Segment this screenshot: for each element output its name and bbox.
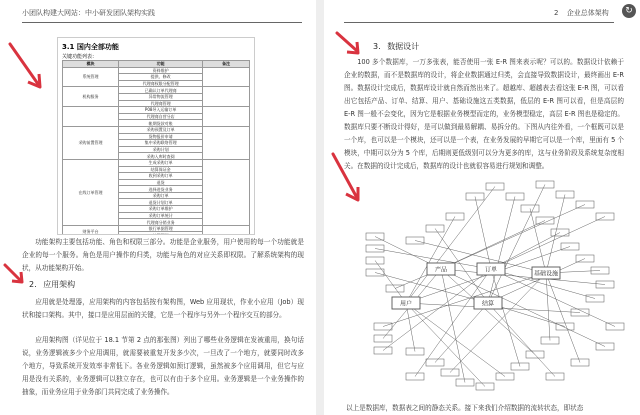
function-cell: 代理商自营分店: [119, 113, 203, 120]
screenshot-subtitle: 关键功能列表：: [62, 54, 98, 60]
function-cell: 退货: [119, 179, 203, 186]
note-cell: [203, 126, 250, 159]
function-cell: 采购入库时查阅: [119, 153, 203, 160]
function-cell: 退货计划订单: [119, 199, 203, 206]
section-title: 数据设计: [387, 42, 420, 51]
left-page: [0, 0, 316, 415]
diagram-label: 产品: [434, 266, 448, 274]
red-arrow-icon: [6, 40, 46, 92]
note-cell: [203, 87, 250, 107]
module-cell: 财务平台: [63, 225, 119, 235]
bottom-text: 以上是数据库，数据表之间的静态关系。接下来我们介绍数据的流转状态，即状态: [346, 404, 584, 412]
book-gutter: [316, 0, 324, 415]
table-header: 模块: [63, 61, 119, 68]
function-cell: 采购预置及订单: [119, 126, 203, 133]
header-rule: [22, 22, 302, 23]
diagram-connector: [435, 303, 488, 363]
note-cell: [203, 159, 250, 225]
paragraph: 应用就是处理器，应用架构的内容包括按有架构图，Web 应用现状，作业小应用（Job）现状和接口架构。其中，接口是应用层面的关键，它是一个程序与另外一个程序交互的部分。: [22, 298, 304, 319]
chapter-number: 2: [554, 9, 559, 17]
function-cell: 集中采购联络管理: [119, 140, 203, 147]
diagram-connector: [441, 269, 535, 355]
diagram-connector: [488, 197, 515, 304]
diagram-label: 结算: [481, 300, 495, 308]
function-cell: 采购订单统计: [119, 212, 203, 219]
share-icon[interactable]: ↻: [622, 4, 636, 18]
function-cell: 收到采购订单: [119, 173, 203, 180]
function-cell: 采购订单: [119, 192, 203, 199]
function-list-screenshot: [57, 37, 255, 235]
diagram-connector: [488, 185, 545, 304]
module-cell: 系统管理: [63, 67, 119, 87]
chapter-title: 企业总体架构: [566, 9, 609, 17]
function-cell: 生成采购订单: [119, 159, 203, 166]
left-page-header: 小团队构建大网站：中小研发团队架构实践: [22, 9, 155, 17]
paragraph: 功能架构主要包括功能、角色和权限三部分。功能是企业服务，用户使用的每一个功能就是企业的每一个服务。角色是用户操作的归类，功能与角色的对应关系即权限。了解系统架构的现状，从功能架构开始。: [22, 238, 304, 272]
paragraph: 应用架构图（详见位于 18.1 节第 2 点的那张图）列出了哪些业务逻辑在发被重用，换句话说，业务逻辑被多少个应用调用，就需要被重复开发多少次，一旦改了一个地方，就要同时改多个地方，导致系统开发效率非常低下。各业务逻辑如预订逻辑，虽然被多个应用调用，但它与应用是没有关系的，业务逻辑可以独立存在，也可以有由于多个应用。业务逻辑是一个业务操作的抽象，而业务应用于业务部门共同完成了业务操作。: [22, 336, 304, 396]
paragraph: 100 多个数据库，一万多张表，能否使用一张 E-R 图来表示呢？可以的。数据设计依赖于企业的数据，而不是数据库的设计，将企业数据通过归类，会直接导致数据设计，最终画出 E-R 图。数据设计完成后，数据库设计就自然而然出来了。超越库、超越表去看这张 E-R 图，可以看出它包括产品、订单、结算、用户、基础设施这五类数据，低层的 E-R 图可以看，但是高层的 E-R 图一般不会变化，因为它是根据业务模型而定的，业务模型稳定，高层 E-R 图也是稳定的。数据库只要不断设计得好，是可以做到最易解耦、易拆分的。下图从内往外看，一个框既可以是一个库，也可以是一个模块，还可以是一个表，在业务发展的早期它可以是一个库，里面有 5 个模块，中期可以分为 5 个库，后期则更低级别可以分为更多的库，这与业务阶段及系统复杂度相关。在数据的设计完成后，数据库的设计也就很容易进行规划和调整。: [344, 58, 624, 170]
function-cell: 代理商分销业务: [119, 219, 203, 226]
function-cell: 资料维护: [119, 67, 203, 74]
table-row: [63, 87, 250, 94]
section-heading: [373, 41, 419, 52]
screenshot-title: 3.1 国内全部功能: [62, 43, 119, 51]
function-cell: 已确认订单代理商: [119, 87, 203, 94]
section-heading: [29, 279, 75, 290]
right-page-header: [554, 8, 609, 18]
table-row: [63, 67, 250, 74]
red-arrow-icon: [334, 30, 364, 58]
function-cell: 异常物流管理: [119, 93, 203, 100]
note-cell: [203, 67, 250, 87]
function-cell: 帐期货款对账: [119, 120, 203, 127]
module-cell: 在线订单管理: [63, 159, 119, 225]
module-cell: [63, 107, 119, 127]
diagram-connector: [546, 273, 580, 363]
diagram-label: 用户: [399, 300, 413, 308]
function-table: [62, 60, 250, 235]
diagram-connector: [383, 269, 491, 351]
table-row: [63, 159, 250, 166]
table-row: [63, 225, 250, 232]
function-cell: 选择进货业务: [119, 186, 203, 193]
function-cell: 采购订单维护: [119, 206, 203, 213]
module-cell: 采购前置管理: [63, 126, 119, 159]
function-cell: 货物报价申请: [119, 133, 203, 140]
function-cell: 结算保证金: [119, 166, 203, 173]
function-cell: 银行单据管理: [119, 225, 203, 232]
red-arrow-icon: [2, 262, 28, 286]
section-number: 3.: [373, 42, 381, 51]
diagram-connector: [546, 273, 550, 341]
section-number: 2.: [29, 280, 37, 289]
table-header: 备注: [203, 61, 250, 68]
diagram-connector: [415, 269, 491, 377]
diagram-label: 订单: [484, 266, 498, 274]
function-cell: 采购计划: [119, 146, 203, 153]
diagram-connector: [491, 269, 520, 367]
function-cell: [119, 232, 203, 235]
table-row: [63, 126, 250, 133]
note-cell: [203, 225, 250, 235]
note-cell: [203, 107, 250, 127]
section-title: 应用架构: [43, 280, 76, 289]
header-rule: [344, 22, 614, 23]
diagram-connector: [406, 187, 498, 304]
function-cell: P08导入运输订单: [119, 107, 203, 114]
table-header: 功能: [119, 61, 203, 68]
diagram-connector: [441, 269, 465, 383]
diagram-label: 基础设施: [533, 270, 559, 278]
er-diagram: [346, 173, 628, 395]
function-cell: 代理商权限分配管理: [119, 80, 203, 87]
function-cell: 提供、修改: [119, 74, 203, 81]
diagram-connector: [475, 197, 491, 270]
function-cell: 代理商管理: [119, 100, 203, 107]
diagram-connector: [441, 221, 545, 270]
module-cell: 机构服务: [63, 87, 119, 107]
table-row: [63, 107, 250, 114]
